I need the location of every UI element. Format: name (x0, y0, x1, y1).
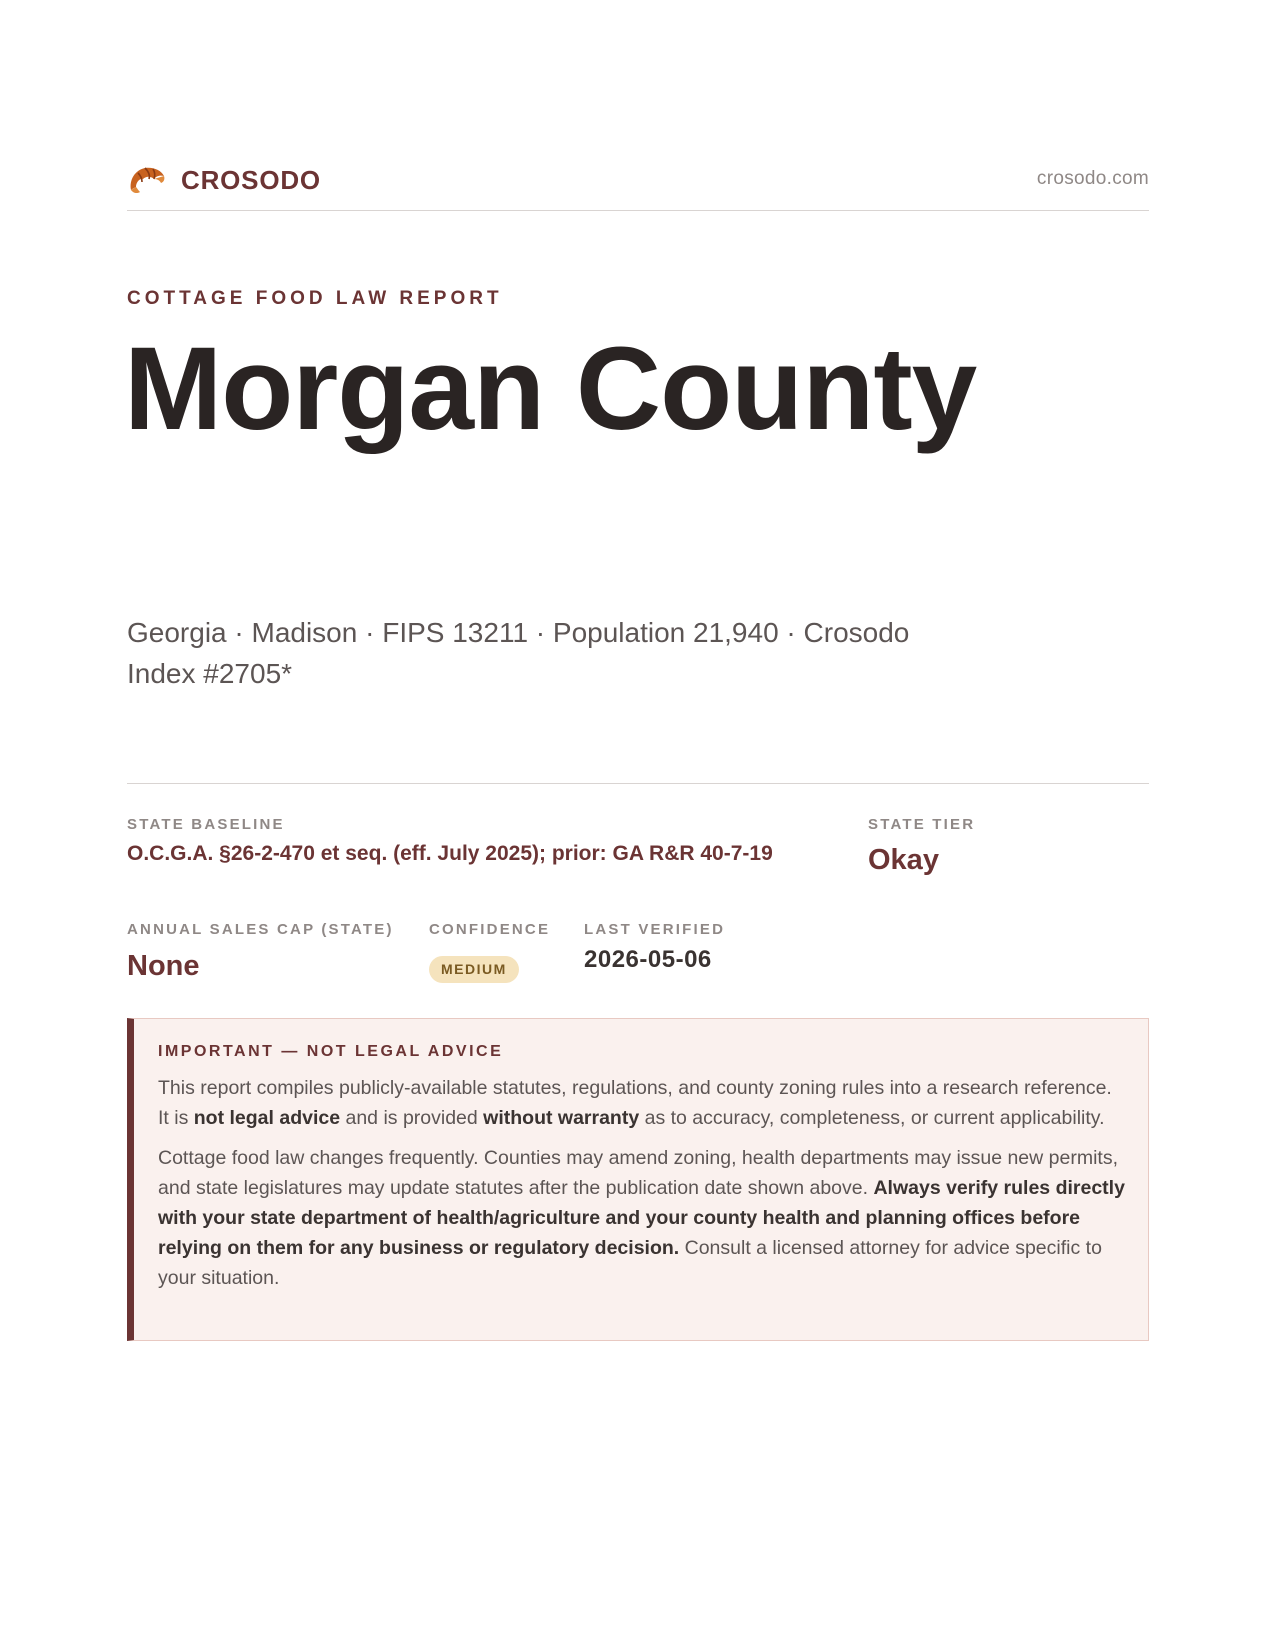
croissant-icon (127, 160, 167, 200)
disclaimer-emphasis: not legal advice (193, 1107, 341, 1129)
state-tier-value: Okay (868, 844, 939, 876)
last-verified-value: 2026-05-06 (584, 946, 712, 973)
state-baseline-label: STATE BASELINE (127, 816, 285, 833)
report-kicker: COTTAGE FOOD LAW REPORT (127, 288, 503, 309)
page-header (127, 158, 1149, 211)
section-divider (127, 783, 1149, 784)
legal-disclaimer (127, 1018, 1149, 1341)
brand[interactable] (127, 160, 321, 200)
site-url-link[interactable]: crosodo.com (1036, 168, 1149, 189)
disclaimer-emphasis: Always verify rules directly with your state department of health/agriculture and your county health and planning offices before relying on them for any business or regulatory decision. (158, 1177, 1125, 1259)
state-tier-label: STATE TIER (868, 816, 976, 833)
disclaimer-paragraph-1 (158, 1073, 1126, 1133)
disclaimer-emphasis: without warranty (483, 1107, 640, 1129)
disclaimer-text: as to accuracy, completeness, or current applicability. (639, 1107, 1105, 1129)
disclaimer-text: Consult a licensed attorney for advice specific to your situation. (158, 1237, 1102, 1289)
brand-name: CROSODO (181, 164, 321, 195)
disclaimer-title: IMPORTANT — NOT LEGAL ADVICE (158, 1043, 504, 1060)
county-subtitle: Georgia · Madison · FIPS 13211 · Population 21,940 · Crosodo Index #2705* (127, 617, 910, 689)
disclaimer-text: Cottage food law changes frequently. Counties may amend zoning, health departments may issue new permits, and state legislatures may update statutes after the publication date shown above. (158, 1147, 1118, 1199)
disclaimer-paragraph-2 (158, 1143, 1126, 1293)
confidence-label: CONFIDENCE (429, 921, 551, 938)
last-verified-label: LAST VERIFIED (584, 921, 726, 938)
sales-cap-label: ANNUAL SALES CAP (STATE) (127, 921, 394, 938)
sales-cap-value: None (127, 950, 200, 982)
confidence-badge: MEDIUM (429, 956, 519, 983)
state-baseline-value: O.C.G.A. §26-2-470 et seq. (eff. July 2025); prior: GA R&R 40-7-19 (127, 842, 773, 865)
disclaimer-text: and is provided (340, 1107, 484, 1129)
page-title: Morgan County (124, 323, 977, 455)
report-page (124, 0, 1149, 1650)
disclaimer-text: This report compiles publicly-available statutes, regulations, and county zoning rules into a research reference. It is (158, 1077, 1112, 1129)
